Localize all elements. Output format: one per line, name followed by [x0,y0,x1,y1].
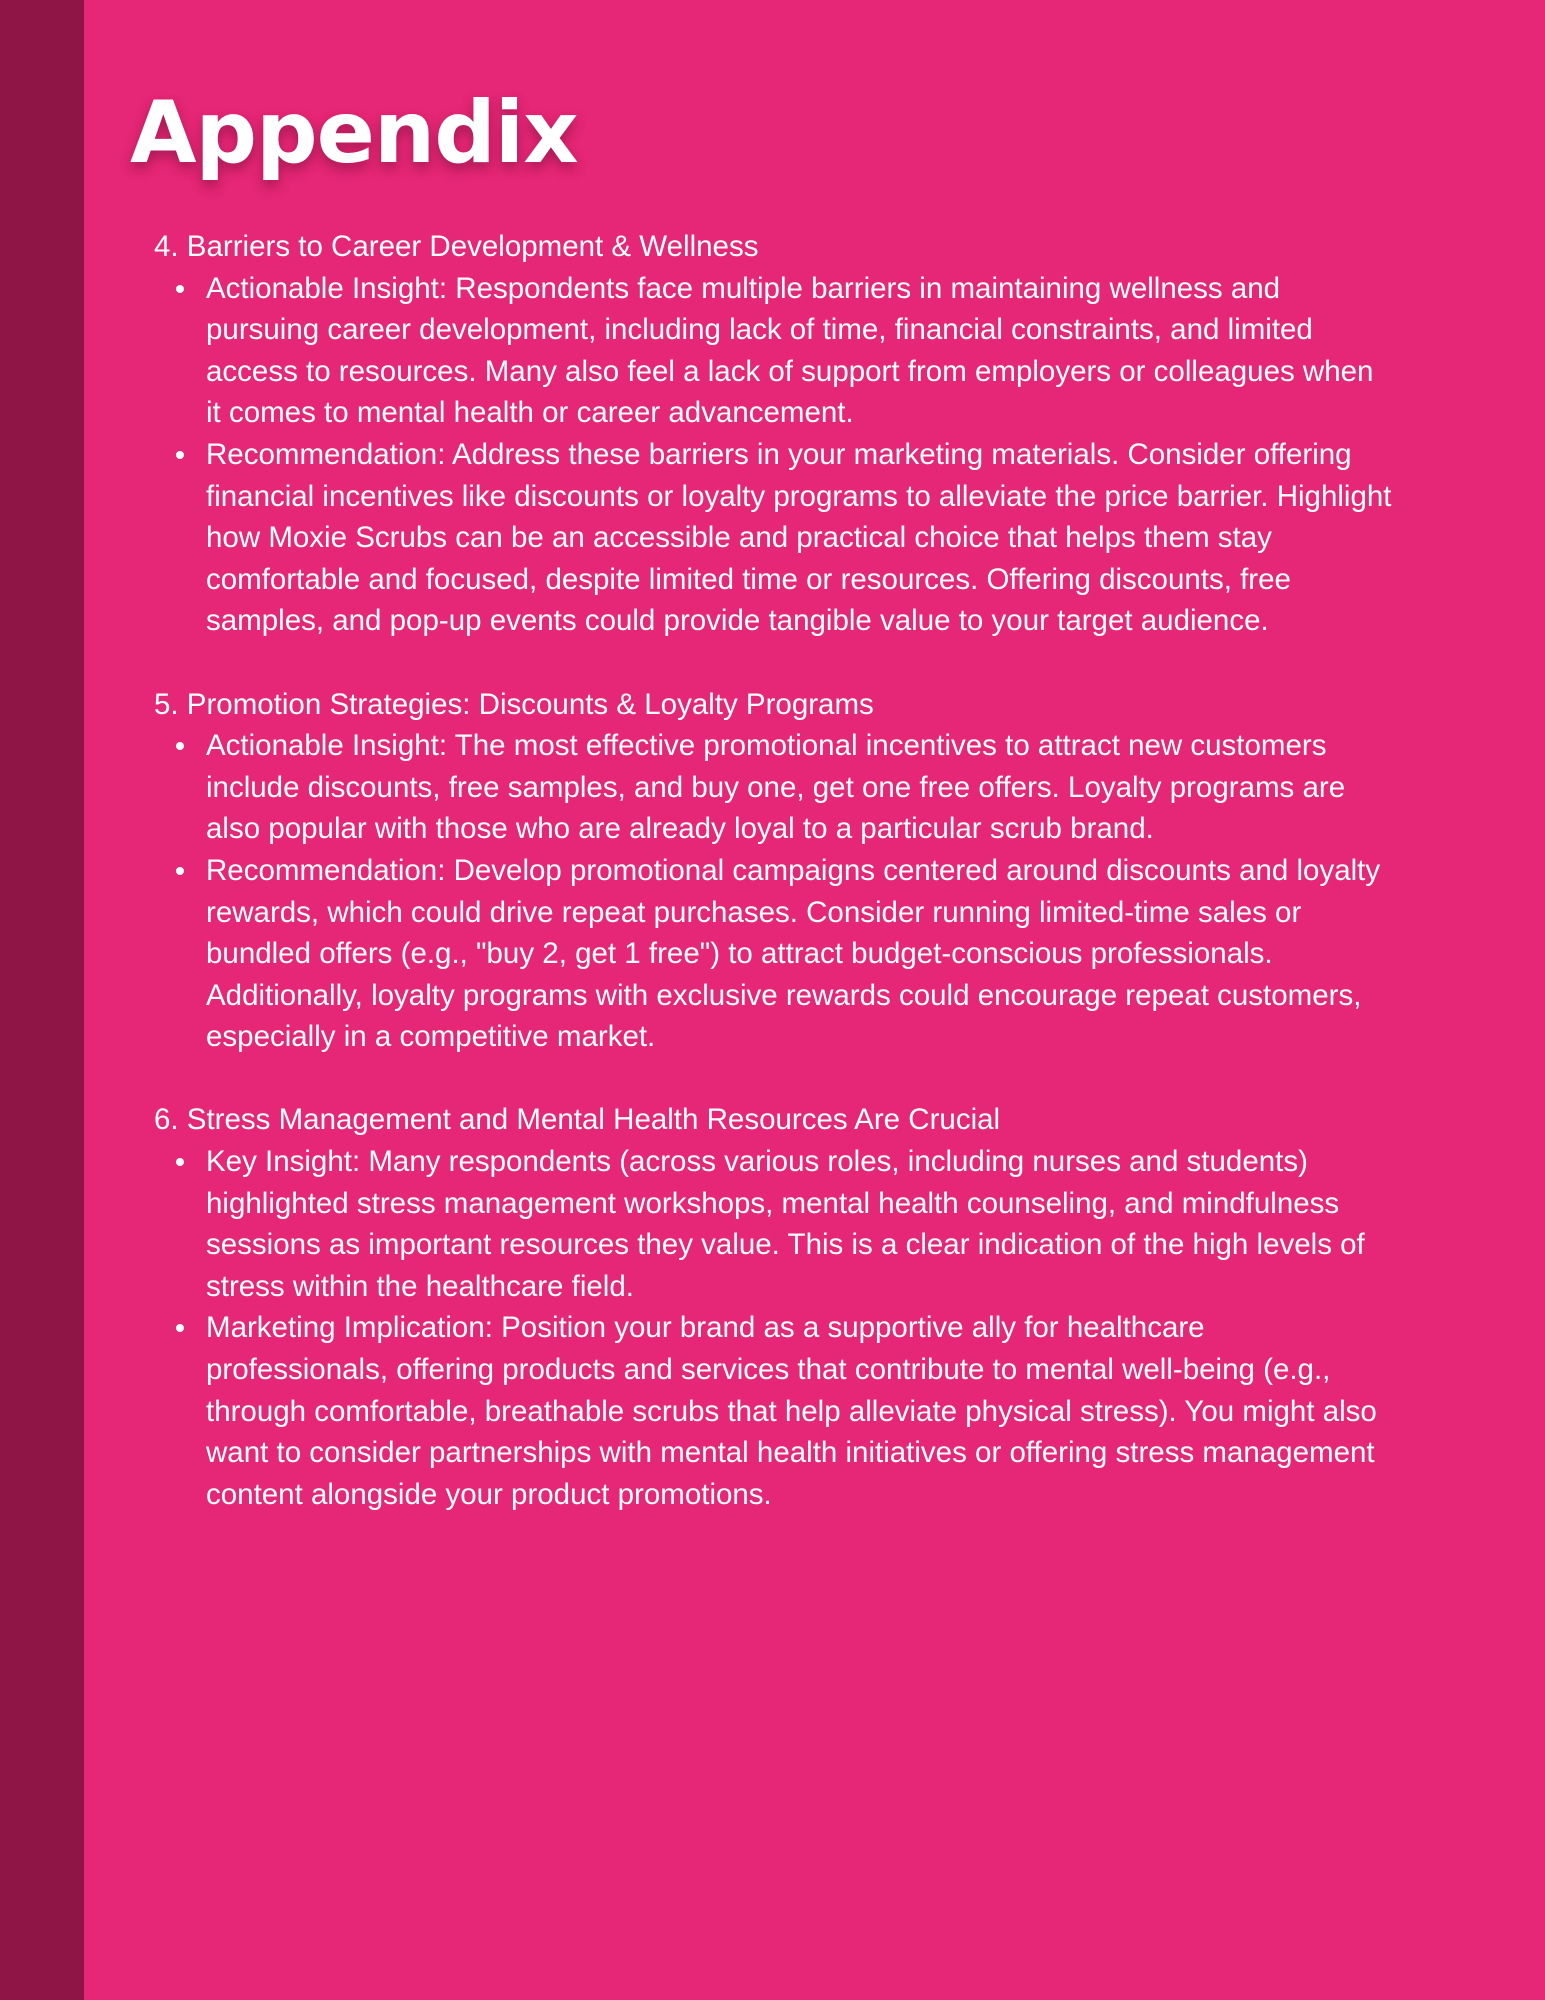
bullet-text: Recommendation: Develop promotional campaigns centered around discounts and loyalty rewards, which could drive repeat purchases. Consider running limited-time sales or bundled offers (e.g., "buy 2, get 1 free") to attract budget-conscious professionals. Additionally, loyalty programs with exclusive rewards could encourage repeat customers, especially in a competitive market. [206,853,1381,1054]
page-title: Appendix [130,83,578,183]
bullet-list [154,725,1394,1058]
bullet-text: Actionable Insight: The most effective promotional incentives to attract new customers include discounts, free samples, and buy one, get one free offers. Loyalty programs are also popular with those who are already loyal to a particular scrub brand. [206,729,1346,846]
bullet-dot-icon [176,1158,184,1166]
bullet-dot-icon [176,1324,184,1332]
section-promotion-strategies [154,684,1394,1058]
section-heading: 5. Promotion Strategies: Discounts & Loyalty Programs [154,687,874,721]
section-heading: 6. Stress Management and Mental Health Resources Are Crucial [154,1103,1001,1137]
bullet-text: Key Insight: Many respondents (across various roles, including nurses and students) highlighted stress management workshops, mental health counseling, and mindfulness sessions as important resources they value. This is a clear indication of the high levels of stress within the healthcare field. [206,1145,1365,1303]
side-accent-bar [0,0,84,2000]
bullet-text: Actionable Insight: Respondents face multiple barriers in maintaining wellness and pursuing career development, including lack of time, financial constraints, and limited access to resources. Many also feel a lack of support from employers or colleagues when it comes to mental health or career advancement. [206,271,1374,430]
bullet-item [206,434,1394,642]
bullet-item [206,850,1394,1058]
bullet-dot-icon [176,285,184,293]
bullet-item [206,1141,1394,1307]
bullet-dot-icon [176,451,184,459]
bullet-dot-icon [176,742,184,750]
bullet-text: Recommendation: Address these barriers in your marketing materials. Consider offering financial incentives like discounts or loyalty programs to alleviate the price barrier. Highlight how Moxie Scrubs can be an accessible and practical choice that helps them stay comfortable and focused, despite limited time or resources. Offering discounts, free samples, and pop-up events could provide tangible value to your target audience. [206,437,1392,638]
section-stress-management [154,1099,1394,1515]
appendix-content [154,226,1394,1557]
section-heading: 4. Barriers to Career Development & Wellness [154,230,759,263]
bullet-item [206,1307,1394,1515]
bullet-list [154,1141,1394,1515]
bullet-item [206,725,1394,850]
bullet-text: Marketing Implication: Position your brand as a supportive ally for healthcare professionals, offering products and services that contribute to mental well-being (e.g., through comfortable, breathable scrubs that help alleviate physical stress). You might also want to consider partnerships with mental health initiatives or offering stress management content alongside your product promotions. [206,1311,1377,1511]
bullet-list [154,268,1394,642]
bullet-item [206,268,1394,434]
bullet-dot-icon [176,867,184,875]
section-barriers [154,226,1394,642]
